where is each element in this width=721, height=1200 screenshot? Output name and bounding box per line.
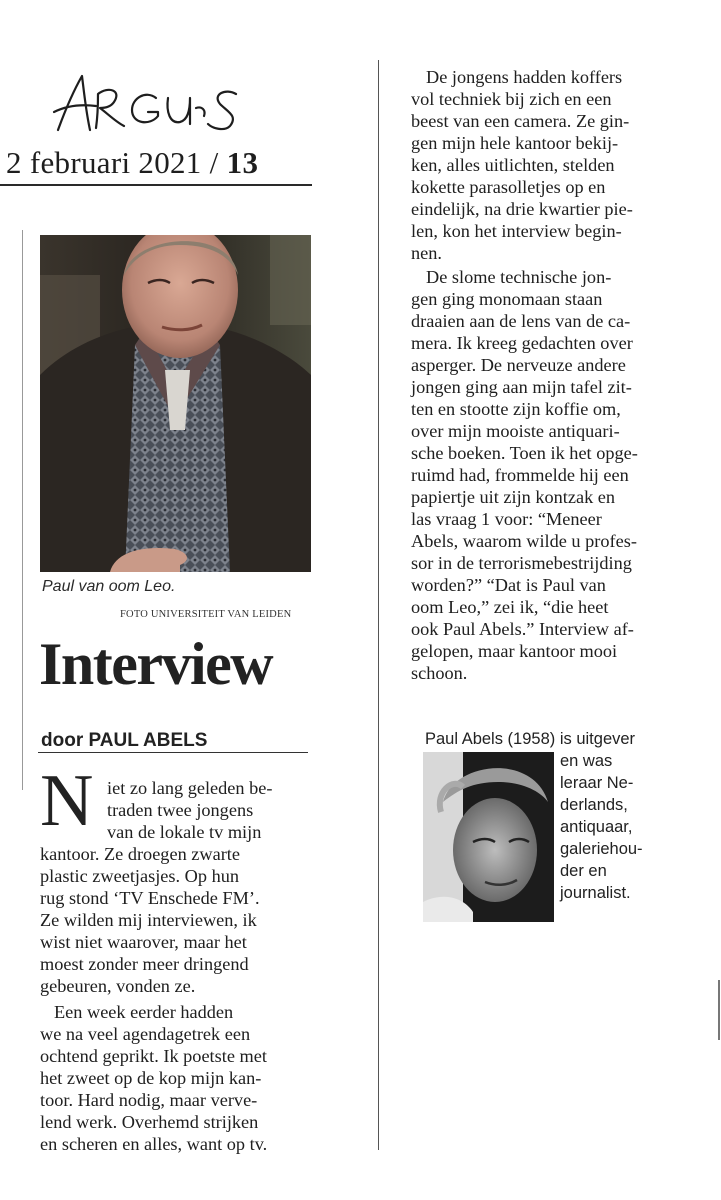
page-number: 13 xyxy=(226,145,259,180)
text-line: worden?” “Dat is Paul van xyxy=(411,575,606,595)
text-line: mera. Ik kreeg gedachten over xyxy=(411,333,633,353)
text-line: papiertje uit zijn kontzak en xyxy=(411,487,616,507)
text-line: plastic zweetjasjes. Op hun xyxy=(40,866,240,886)
text-line: eindelijk, na drie kwartier pie- xyxy=(411,199,633,219)
text-line: ook Paul Abels.” Interview af- xyxy=(411,619,634,639)
text-line: moest zonder meer dringend xyxy=(40,954,249,974)
text-line: kokette parasolletjes op en xyxy=(411,177,606,197)
bio-line: Paul Abels (1958) is uitgever xyxy=(425,730,636,748)
bio-line: galeriehou- xyxy=(560,840,643,858)
text-line: kantoor. Ze droegen zwarte xyxy=(40,844,240,864)
text-line: vol techniek bij zich en een xyxy=(411,89,612,109)
text-line: ten en stootte zijn koffie om, xyxy=(411,399,621,419)
text-line: ochtend geprikt. Ik poetste met xyxy=(40,1046,267,1066)
bio-line: der en xyxy=(560,862,607,880)
bio-line: en was xyxy=(560,752,613,770)
text-line: ruimd had, frommelde hij een xyxy=(411,465,629,485)
text-line: van de lokale tv mijn xyxy=(107,822,262,842)
text-line: len, kon het interview begin- xyxy=(411,221,622,241)
argus-logo xyxy=(52,68,282,148)
text-line: sor in de terrorismebestrijding xyxy=(411,553,632,573)
text-line: gen ging monomaan staan xyxy=(411,289,603,309)
text-line: gebeuren, vonden ze. xyxy=(40,976,196,996)
text-line: toor. Hard nodig, maar verve- xyxy=(40,1090,258,1110)
text-line: en scheren en alles, want op tv. xyxy=(40,1134,268,1154)
column-divider xyxy=(378,60,379,1150)
text-line: oom Leo,” zei ik, “die heet xyxy=(411,597,609,617)
byline: door PAUL ABELS xyxy=(41,730,208,751)
bio-line: antiquaar, xyxy=(560,818,633,836)
text-line: Een week eerder hadden xyxy=(54,1002,234,1022)
drop-cap: N xyxy=(40,760,94,842)
text-line: gelopen, maar kantoor mooi xyxy=(411,641,618,661)
text-line: jongen ging aan mijn tafel zit- xyxy=(411,377,632,397)
bio-line: leraar Ne- xyxy=(560,774,634,792)
bio-line: journalist. xyxy=(560,884,631,902)
text-line: rug stond ‘TV Enschede FM’. xyxy=(40,888,260,908)
author-photo xyxy=(423,752,554,922)
dateline xyxy=(6,145,258,181)
text-line: sche boeken. Toen ik het opge- xyxy=(411,443,638,463)
text-line: De jongens hadden koffers xyxy=(426,67,623,87)
text-line: lend werk. Overhemd strijken xyxy=(40,1112,259,1132)
text-line: Abels, waarom wilde u profes- xyxy=(411,531,637,551)
photo-credit: FOTO UNIVERSITEIT VAN LEIDEN xyxy=(120,609,292,620)
text-line: iet zo lang geleden be- xyxy=(107,778,273,798)
masthead-rule xyxy=(0,184,312,186)
portrait-photo xyxy=(40,235,311,572)
text-line: schoon. xyxy=(411,663,468,683)
byline-rule xyxy=(38,752,308,753)
text-line: draaien aan de lens van de ca- xyxy=(411,311,631,331)
page-edge-mark xyxy=(718,980,720,1040)
text-line: beest van een camera. Ze gin- xyxy=(411,111,630,131)
text-line: we na veel agendagetrek een xyxy=(40,1024,251,1044)
text-line: De slome technische jon- xyxy=(426,267,612,287)
margin-line xyxy=(22,230,23,790)
bio-line: derlands, xyxy=(560,796,628,814)
text-line: las vraag 1 voor: “Meneer xyxy=(411,509,602,529)
text-line: traden twee jongens xyxy=(107,800,254,820)
headline: Interview xyxy=(39,631,273,697)
text-line: het zweet op de kop mijn kan- xyxy=(40,1068,262,1088)
text-line: gen mijn hele kantoor bekij- xyxy=(411,133,619,153)
photo-caption: Paul van oom Leo. xyxy=(42,578,176,595)
text-line: nen. xyxy=(411,243,442,263)
text-line: Ze wilden mij interviewen, ik xyxy=(40,910,257,930)
text-line: ken, alles uitlichten, stelden xyxy=(411,155,615,175)
text-line: wist niet waarover, maar het xyxy=(40,932,247,952)
author-portrait-illustration xyxy=(423,752,554,922)
text-line: asperger. De nerveuze andere xyxy=(411,355,626,375)
portrait-illustration xyxy=(40,235,311,572)
publication-date: 2 februari 2021 / xyxy=(6,145,219,180)
text-line: over mijn mooiste antiquari- xyxy=(411,421,620,441)
